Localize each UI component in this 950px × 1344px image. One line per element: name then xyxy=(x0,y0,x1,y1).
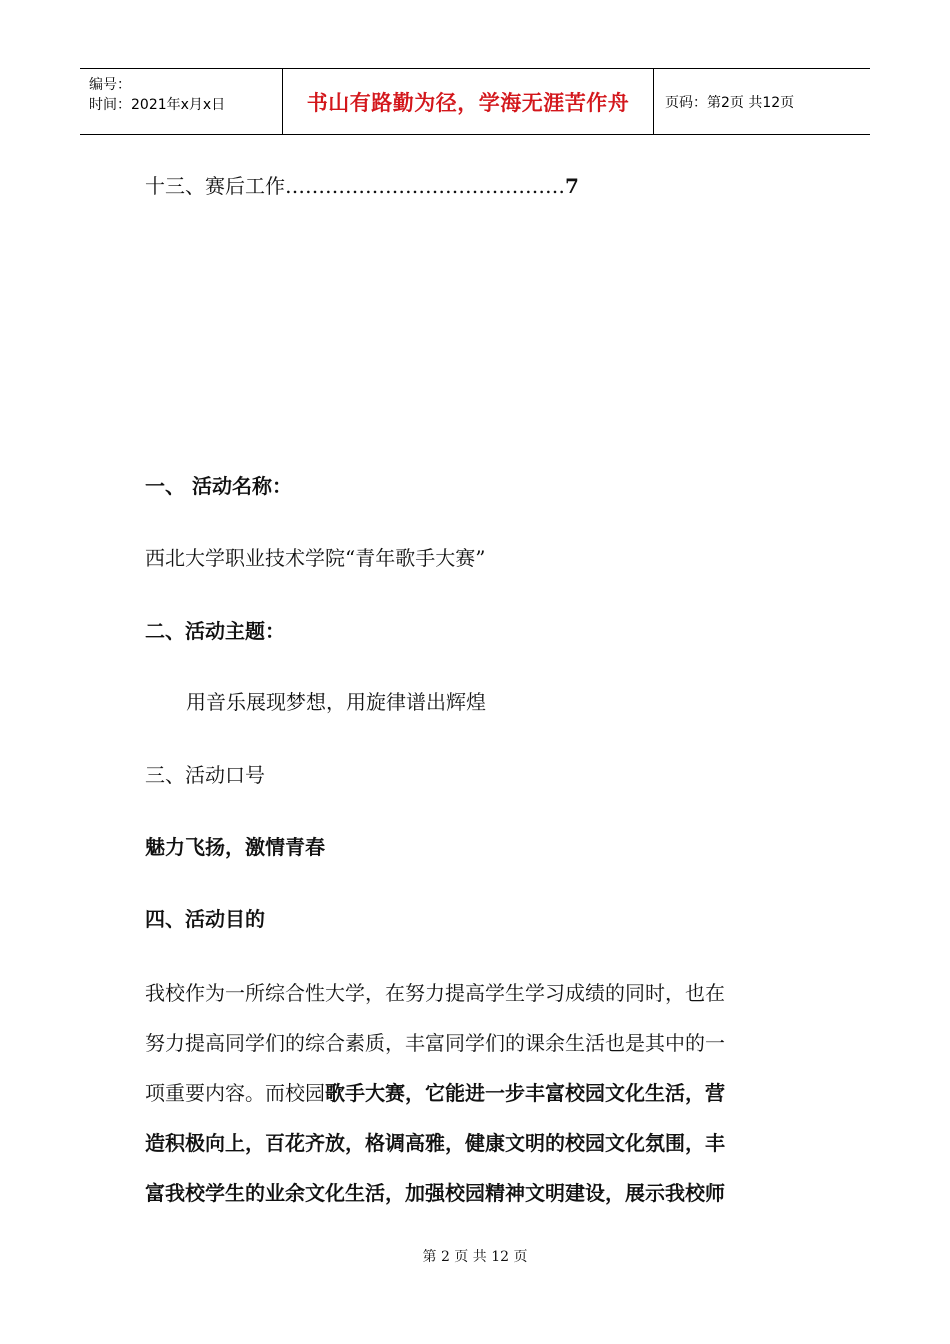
toc-leader: …………………………………… xyxy=(285,174,565,198)
toc-page-number: 7 xyxy=(565,174,579,198)
section-2-title: 二、活动主题： xyxy=(145,619,285,643)
page-footer: 第 2 页 共 12 页 xyxy=(422,1249,528,1265)
section-2-body: 用音乐展现梦想，用旋律谱出辉煌 xyxy=(186,690,486,714)
toc-entry-text: 十三、赛后工作 xyxy=(145,174,285,198)
purpose-paragraph xyxy=(145,968,810,1218)
purpose-line-3-bold: 歌手大赛，它能进一步丰富校园文化生活，营 xyxy=(325,1081,725,1105)
purpose-line-3 xyxy=(145,1068,810,1118)
toc-entry-13 xyxy=(145,170,665,199)
purpose-line-3-plain: 项重要内容。而校园 xyxy=(145,1081,325,1105)
header-page-number: 页码：第2页 共12页 xyxy=(665,94,795,111)
page-header xyxy=(80,68,870,135)
header-date: 时间：2021年x月x日 xyxy=(89,97,226,113)
section-3-title-text: 三、活动口号 xyxy=(145,763,265,787)
section-3-body: 魅力飞扬，激情青春 xyxy=(145,835,325,859)
header-code: 编号： xyxy=(89,77,131,93)
header-motto: 书山有路勤为径，学海无涯苦作舟 xyxy=(282,69,654,134)
section-3-title xyxy=(145,759,810,788)
section-1-title: 一、 活动名称： xyxy=(145,474,292,498)
section-4-title: 四、活动目的 xyxy=(145,907,265,931)
purpose-line-1: 我校作为一所综合性大学，在努力提高学生学习成绩的同时，也在 xyxy=(145,981,725,1005)
purpose-line-5: 富我校学生的业余文化生活，加强校园精神文明建设，展示我校师 xyxy=(145,1181,725,1205)
purpose-line-4: 造积极向上，百花齐放，格调高雅，健康文明的校园文化氛围，丰 xyxy=(145,1131,725,1155)
purpose-line-2: 努力提高同学们的综合素质，丰富同学们的课余生活也是其中的一 xyxy=(145,1031,725,1055)
section-1-body: 西北大学职业技术学院“青年歌手大赛” xyxy=(145,546,486,570)
header-meta xyxy=(80,69,282,134)
